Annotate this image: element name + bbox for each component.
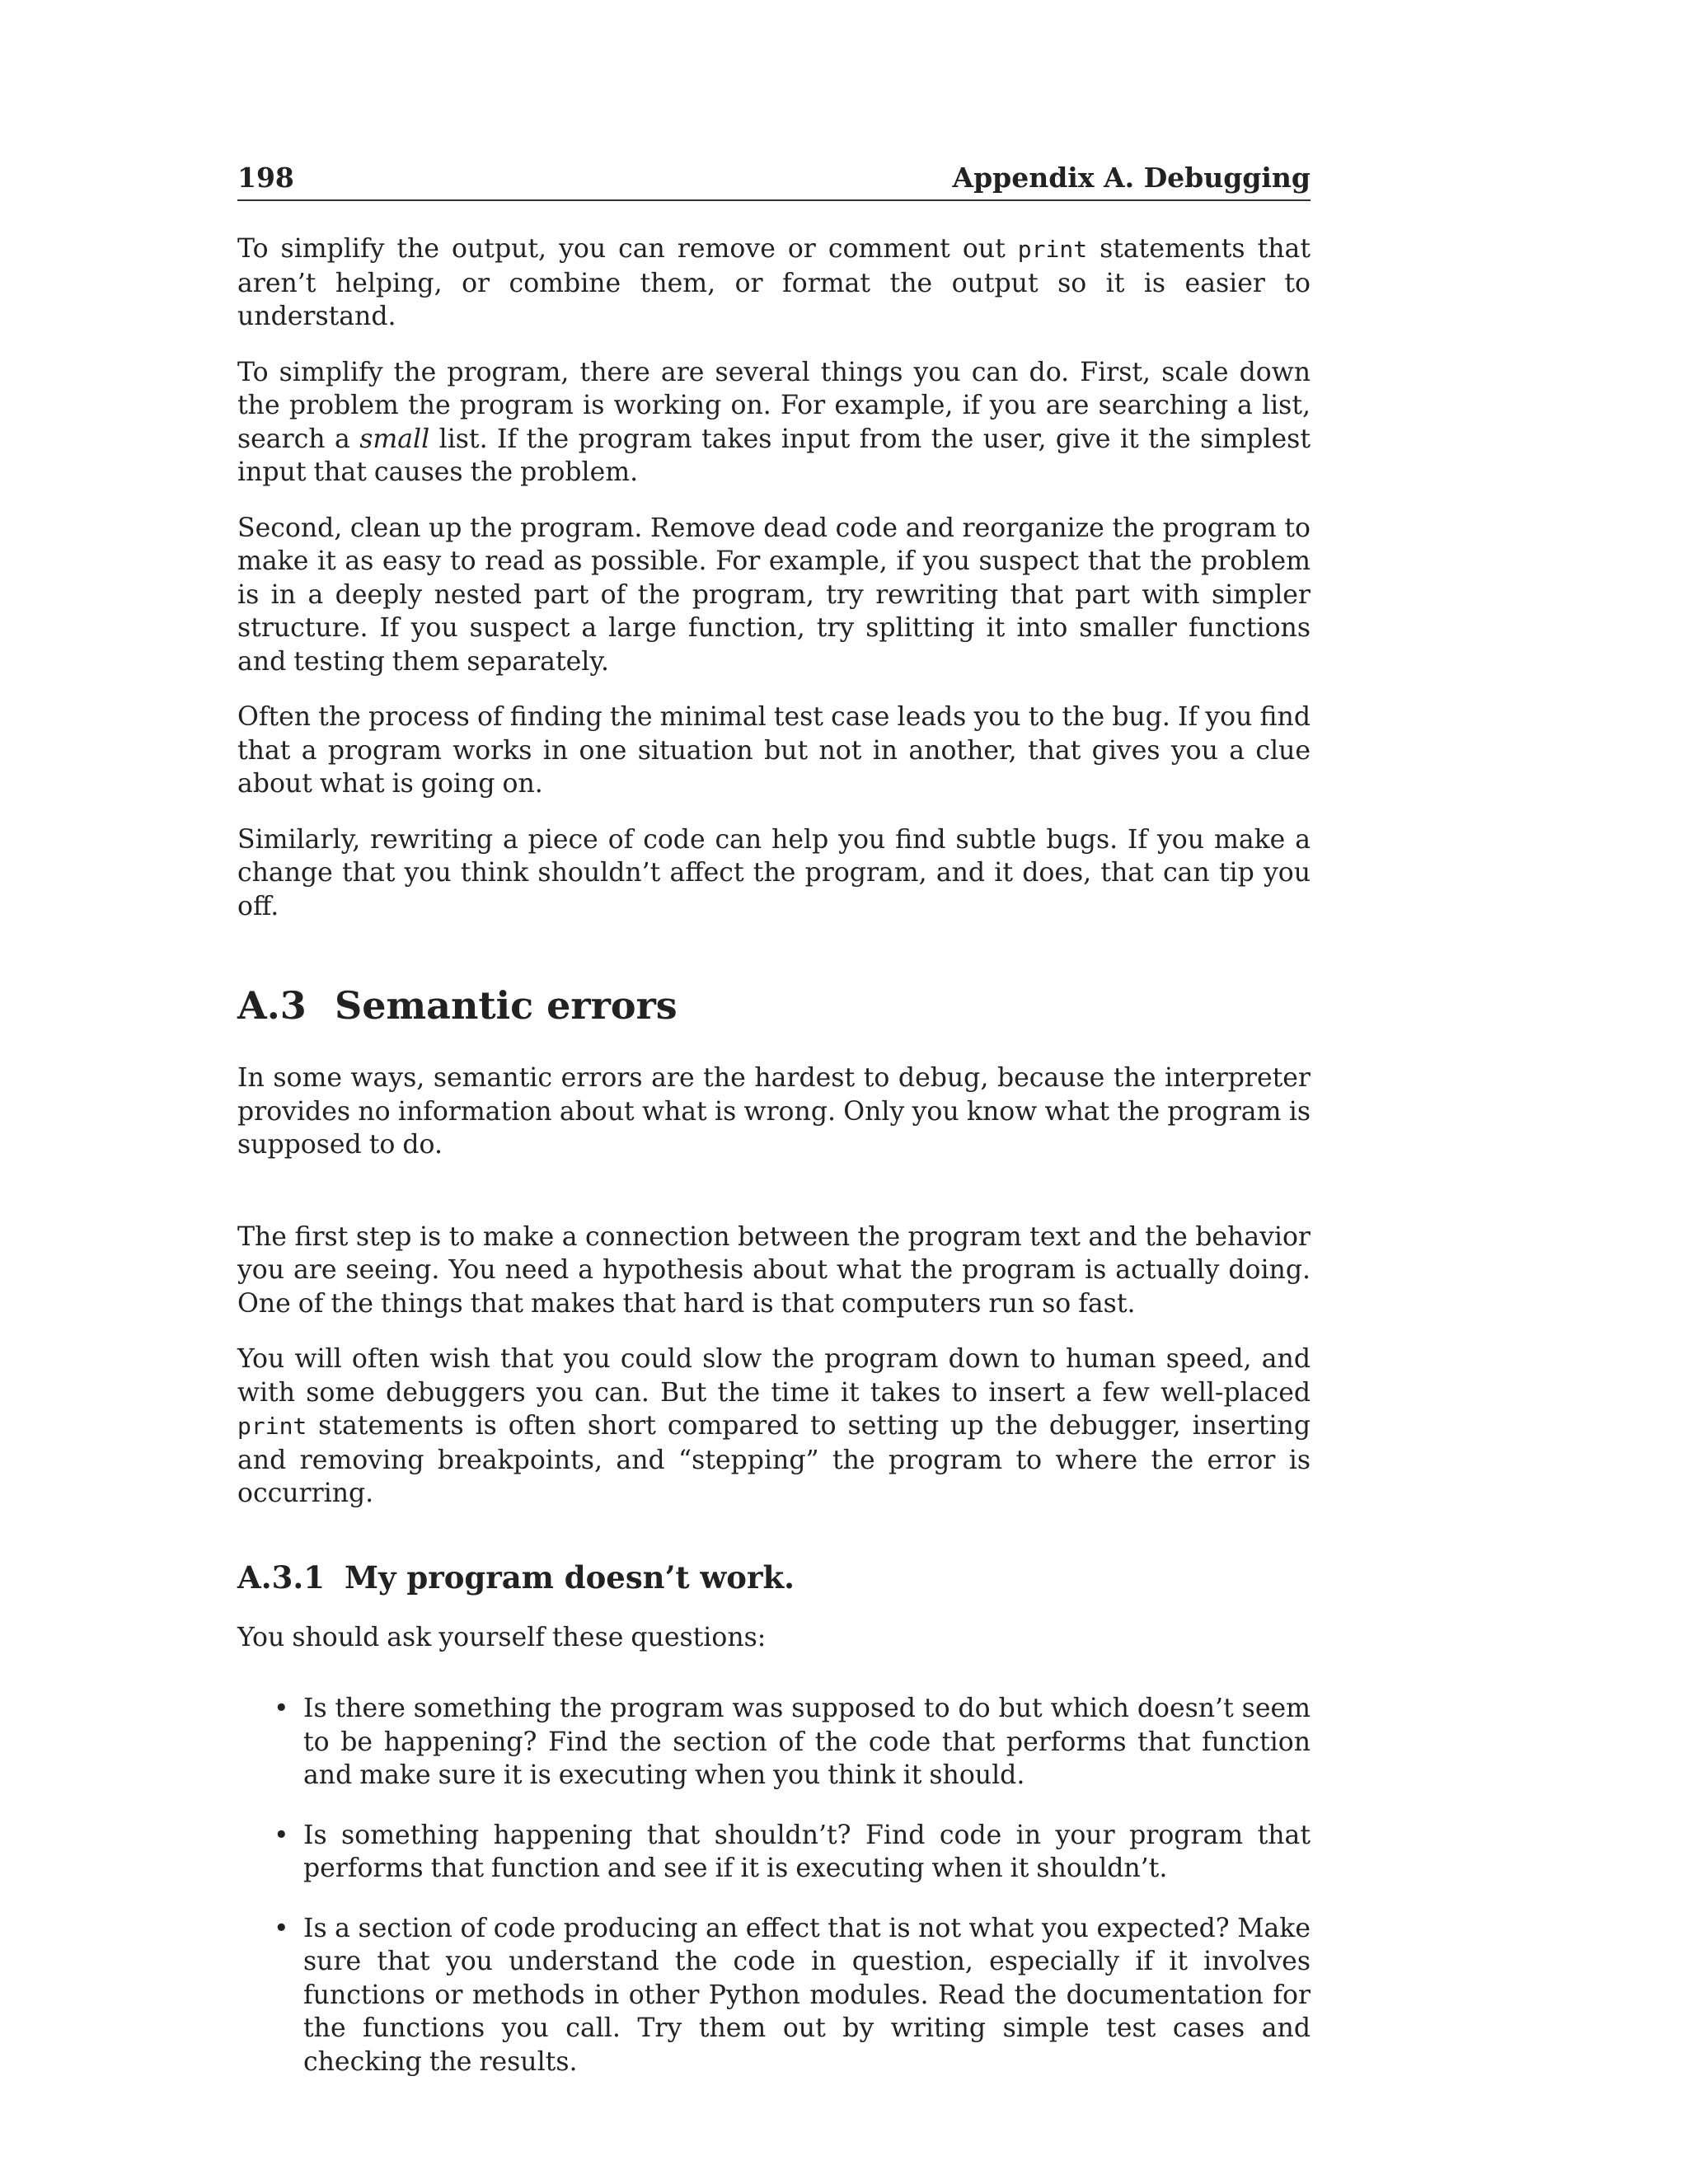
text-run: statements that aren’t helping, or combine them, or format the output so it is easier to understand. xyxy=(237,234,1311,331)
bullet-icon: • xyxy=(274,1694,289,1723)
section-number: A.3 xyxy=(237,983,307,1028)
inline-code: print xyxy=(237,1413,307,1440)
question-list xyxy=(237,1692,1311,2079)
list-item xyxy=(237,1819,1311,1886)
list-item-text: Is something happening that shouldn’t? Find code in your program that performs that function and see if it is executing when it shouldn’t. xyxy=(303,1820,1311,1883)
page-body xyxy=(237,232,1311,2105)
list-item xyxy=(237,1692,1311,1793)
list-item-text: Is a section of code producing an effect that is not what you expected? Make sure that you understand the code in question, especially if it involves functions or methods in other Python modules. Read the documentation for the functions you call. Try them out by writing simple test cases and checking the results. xyxy=(303,1913,1311,2077)
paragraph-questions-intro: You should ask yourself these questions: xyxy=(237,1622,767,1652)
list-item-text: Is there something the program was supposed to do but which doesn’t seem to be happening? Find the section of the code that performs that function and make sure it is executing when you think it should. xyxy=(303,1694,1311,1790)
paragraph-clean-up: Second, clean up the program. Remove dead code and reorganize the program to make it as easy to read as possible. For example, if you suspect that the problem is in a deeply nested part of the program, try rewriting that part with simpler structure. If you suspect a large function, try splitting it into smaller functions and testing them separately. xyxy=(237,513,1311,677)
paragraph-simplify-output xyxy=(237,232,1311,334)
paragraph-rewriting-code: Similarly, rewriting a piece of code can help you find subtle bugs. If you make a change that you think shouldn’t affect the program, and it does, that can tip you off. xyxy=(237,824,1311,921)
paragraph-minimal-test-case: Often the process of finding the minimal test case leads you to the bug. If you find that a program works in one situation but not in another, that gives you a clue about what is going on. xyxy=(237,702,1311,799)
text-run: To simplify the program, there are several things you can do. First, scale down the problem the program is working on. For example, if you are searching a list, search a xyxy=(237,357,1311,454)
subsection-title: My program doesn’t work. xyxy=(345,1558,795,1596)
list-item xyxy=(237,1912,1311,2079)
text-run: list. If the program takes input from the user, give it the simplest input that causes the problem. xyxy=(237,424,1311,487)
text-run: statements is often short compared to setting up the debugger, inserting and removing breakpoints, and “stepping” the program to where the error is occurring. xyxy=(237,1411,1311,1508)
paragraph-first-step: The first step is to make a connection between the program text and the behavior you are seeing. You need a hypothesis about what the program is actually doing. One of the things that makes that hard is that computers run so fast. xyxy=(237,1221,1311,1319)
page-number: 198 xyxy=(237,162,294,194)
bullet-icon: • xyxy=(274,1913,289,1943)
text-run: You will often wish that you could slow the program down to human speed, and with some debuggers you can. But the time it takes to insert a few well-placed xyxy=(237,1344,1311,1408)
section-title: Semantic errors xyxy=(335,983,678,1028)
spacer xyxy=(237,1184,1311,1221)
paragraph-simplify-program xyxy=(237,356,1311,490)
subsection-number: A.3.1 xyxy=(237,1558,325,1596)
inline-code: print xyxy=(1017,236,1088,263)
page-header xyxy=(237,162,1311,201)
section-heading xyxy=(237,982,1311,1029)
text-run: To simplify the output, you can remove or comment out xyxy=(237,234,1018,264)
running-title: Appendix A. Debugging xyxy=(952,162,1311,194)
bullet-icon: • xyxy=(274,1820,289,1850)
subsection-heading xyxy=(237,1558,1311,1596)
paragraph-semantic-intro: In some ways, semantic errors are the hardest to debug, because the interpreter provides no information about what is wrong. Only you know what the program is supposed to do. xyxy=(237,1063,1311,1160)
paragraph-slow-down xyxy=(237,1343,1311,1511)
emphasis: small xyxy=(359,424,430,454)
